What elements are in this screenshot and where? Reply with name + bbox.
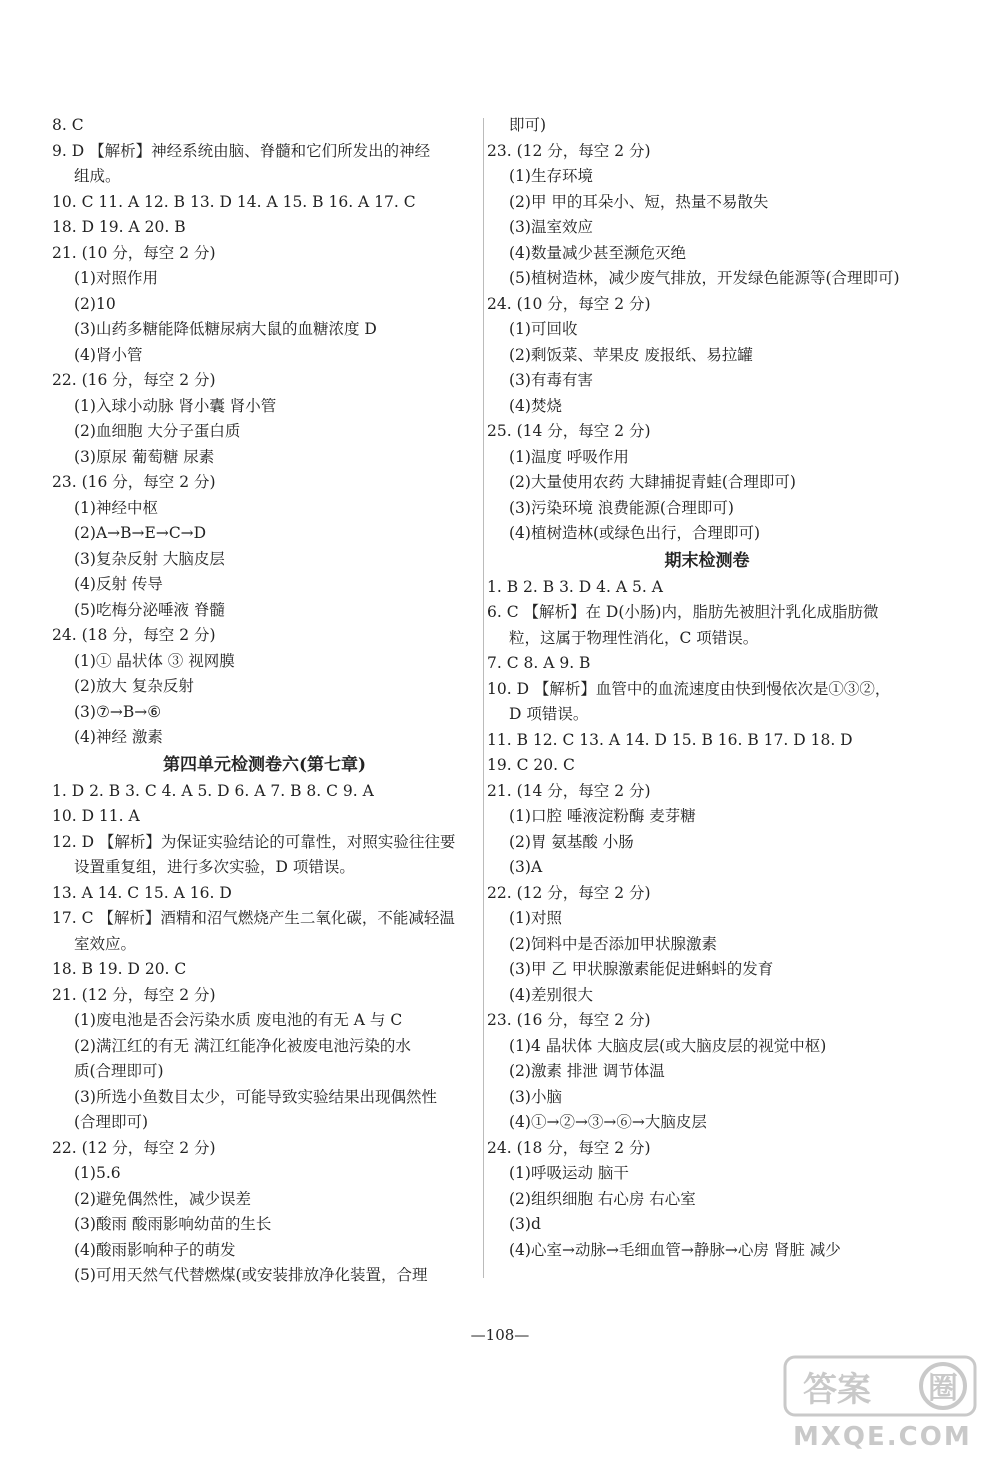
svg-text:答案: 答案	[803, 1370, 871, 1410]
page-number: —108—	[470, 1326, 530, 1344]
answer-line: (2)满江红的有无 满江红能净化被废电池污染的水	[74, 1036, 411, 1055]
answer-line: 7. C 8. A 9. B	[487, 654, 591, 672]
answer-line: 21. (12 分，每空 2 分)	[52, 985, 216, 1004]
answer-line: (3)A	[509, 858, 543, 876]
answer-line: 11. B 12. C 13. A 14. D 15. B 16. B 17. D 18. D	[487, 730, 853, 749]
answer-line: 19. C 20. C	[487, 756, 575, 774]
svg-text:圈: 圈	[928, 1371, 958, 1406]
answer-line: (4)神经 激素	[74, 728, 163, 746]
answer-line: (3)⑦→B→⑥	[74, 702, 162, 721]
answer-line: (4)植树造林(或绿色出行，合理即可)	[509, 524, 761, 542]
answer-line: 23. (16 分，每空 2 分)	[52, 473, 216, 491]
section-heading: 期末检测卷	[664, 550, 750, 571]
answer-line: (合理即可)	[74, 1113, 149, 1131]
answer-line: (1)呼吸运动 脑干	[509, 1164, 629, 1182]
watermark-logo	[783, 1353, 978, 1453]
answer-line: D 项错误。	[509, 705, 589, 723]
answer-line: (3)污染环境 浪费能源(合理即可)	[509, 498, 734, 517]
answer-line: (4)心室→动脉→毛细血管→静脉→心房 肾脏 减少	[509, 1240, 841, 1259]
answer-line: 23. (16 分，每空 2 分)	[487, 1011, 651, 1029]
answer-line: (4)①→②→③→⑥→大脑皮层	[509, 1113, 707, 1131]
answer-line: 设置重复组，进行多次实验，D 项错误。	[74, 858, 355, 876]
answer-line: 10. C 11. A 12. B 13. D 14. A 15. B 16. A 17. C	[52, 192, 416, 211]
section-heading: 第四单元检测卷六(第七章)	[162, 754, 367, 775]
answer-line: (3)甲 乙 甲状腺激素能促进蝌蚪的发育	[509, 960, 774, 978]
answer-line: (3)原尿 葡萄糖 尿素	[74, 447, 215, 466]
answer-line: (1)对照	[509, 909, 562, 927]
answer-line: 21. (14 分，每空 2 分)	[487, 781, 651, 800]
answer-line: 24. (10 分，每空 2 分)	[487, 294, 651, 313]
answer-line: 18. D 19. A 20. B	[52, 218, 186, 236]
answer-line: (1)4 晶状体 大脑皮层(或大脑皮层的视觉中枢)	[509, 1036, 827, 1055]
answer-line: 9. D 【解析】神经系统由脑、脊髓和它们所发出的神经	[52, 141, 431, 160]
answer-line: (2)10	[74, 294, 116, 313]
answer-line: (2)A→B→E→C→D	[74, 524, 207, 542]
answer-line: 粒，这属于物理性消化，C 项错误。	[509, 628, 759, 647]
answer-line: 室效应。	[74, 934, 137, 953]
left-column	[52, 113, 477, 1289]
answer-line: 18. B 19. D 20. C	[52, 960, 187, 978]
answer-line: 17. C 【解析】酒精和沼气燃烧产生二氧化碳，不能减轻温	[52, 909, 455, 927]
answer-line: 22. (12 分，每空 2 分)	[487, 883, 651, 902]
right-column	[487, 113, 927, 1263]
answer-line: 12. D 【解析】为保证实验结论的可靠性，对照实验往往要	[52, 832, 456, 851]
answer-line: (1)① 晶状体 ③ 视网膜	[74, 651, 235, 670]
answer-line: (2)避免偶然性，减少误差	[74, 1189, 251, 1208]
answer-line: (2)大量使用农药 大肆捕捉青蛙(合理即可)	[509, 473, 796, 491]
answer-line: (1)口腔 唾液淀粉酶 麦芽糖	[509, 807, 696, 825]
answer-line: 25. (14 分，每空 2 分)	[487, 422, 651, 440]
answer-line: 10. D 11. A	[52, 807, 140, 825]
answer-line: (5)植树造林，减少废气排放，开发绿色能源等(合理即可)	[509, 269, 900, 287]
answer-line: 1. B 2. B 3. D 4. A 5. A	[487, 577, 663, 596]
answer-line: (2)血细胞 大分子蛋白质	[74, 422, 241, 440]
answer-line: 10. D 【解析】血管中的血流速度由快到慢依次是①③②，	[487, 679, 891, 698]
answer-line: 8. C	[52, 116, 84, 134]
answer-line: (3)有毒有害	[509, 371, 593, 389]
answer-line: (1)可回收	[509, 320, 578, 338]
answer-line: (1)温度 呼吸作用	[509, 447, 629, 466]
answer-line: (1)神经中枢	[74, 498, 158, 517]
answer-line: 13. A 14. C 15. A 16. D	[52, 883, 232, 902]
answer-line: (4)焚烧	[509, 396, 562, 415]
answer-line: 24. (18 分，每空 2 分)	[52, 626, 216, 644]
answer-line: (3)温室效应	[509, 218, 593, 236]
answer-line: (1)入球小动脉 肾小囊 肾小管	[74, 396, 277, 415]
answer-line: (4)差别很大	[509, 985, 593, 1004]
answer-line: 22. (16 分，每空 2 分)	[52, 371, 216, 389]
answer-line: 1. D 2. B 3. C 4. A 5. D 6. A 7. B 8. C 9. A	[52, 781, 374, 800]
answer-line: (4)数量减少甚至濒危灭绝	[509, 243, 686, 262]
answer-line: (5)吃梅分泌唾液 脊髓	[74, 600, 225, 619]
answer-line: 质(合理即可)	[74, 1062, 164, 1080]
answer-line: 23. (12 分，每空 2 分)	[487, 141, 651, 160]
answer-line: 即可)	[509, 116, 547, 134]
answer-line: (4)酸雨影响种子的萌发	[74, 1240, 236, 1259]
answer-line: (1)废电池是否会污染水质 废电池的有无 A 与 C	[74, 1011, 403, 1029]
answer-line: (2)组织细胞 右心房 右心室	[509, 1189, 696, 1208]
answer-line: (2)胃 氨基酸 小肠	[509, 832, 634, 851]
answer-line: (4)反射 传导	[74, 575, 163, 593]
answer-line: (3)小脑	[509, 1087, 562, 1106]
answer-line: (2)剩饭菜、苹果皮 废报纸、易拉罐	[509, 345, 753, 364]
answer-line: (2)甲 甲的耳朵小、短，热量不易散失	[509, 192, 769, 211]
answer-line: (2)激素 排泄 调节体温	[509, 1062, 665, 1080]
answer-line: (3)酸雨 酸雨影响幼苗的生长	[74, 1215, 272, 1233]
answer-line: (3)山药多糖能降低糖尿病大鼠的血糖浓度 D	[74, 320, 377, 338]
answer-line: (2)饲料中是否添加甲状腺激素	[509, 934, 717, 953]
answer-line: (4)肾小管	[74, 345, 143, 364]
answer-line: (1)生存环境	[509, 167, 593, 185]
answer-line: 组成。	[74, 167, 121, 185]
svg-text:MXQE.COM: MXQE.COM	[793, 1422, 972, 1452]
answer-line: (3)d	[509, 1215, 541, 1233]
column-divider	[483, 118, 484, 1278]
answer-line: 6. C 【解析】在 D(小肠)内，脂肪先被胆汁乳化成脂肪微	[487, 603, 879, 621]
answer-line: (3)所选小鱼数目太少，可能导致实验结果出现偶然性	[74, 1087, 437, 1106]
answer-line: 22. (12 分，每空 2 分)	[52, 1138, 216, 1157]
answer-line: (3)复杂反射 大脑皮层	[74, 549, 225, 568]
answer-line: (5)可用天然气代替燃煤(或安装排放净化装置，合理	[74, 1266, 428, 1284]
answer-line: 21. (10 分，每空 2 分)	[52, 243, 216, 262]
answer-line: 24. (18 分，每空 2 分)	[487, 1138, 651, 1157]
answer-line: (2)放大 复杂反射	[74, 677, 194, 695]
answer-line: (1)对照作用	[74, 269, 158, 287]
answer-line: (1)5.6	[74, 1164, 121, 1182]
